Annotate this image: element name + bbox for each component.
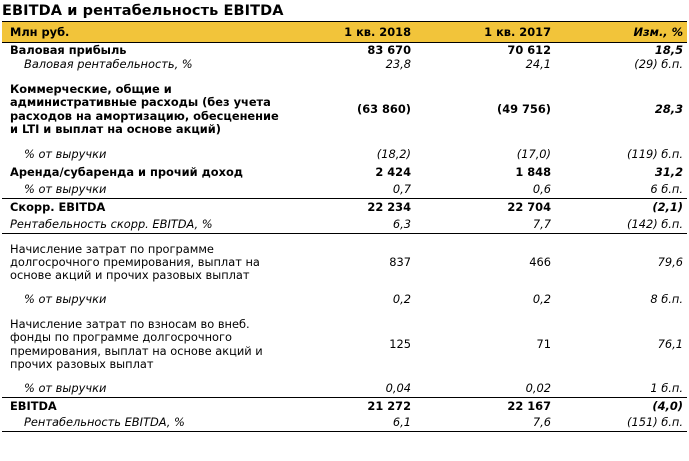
cell-q1-2018: (63 860)	[356, 101, 411, 116]
table-row	[2, 199, 687, 217]
cell-change: 31,2	[654, 164, 683, 179]
cell-change: 28,3	[654, 101, 683, 116]
cell-q1-2018: 0,7	[392, 182, 411, 197]
cell-q1-2017: 466	[415, 234, 555, 292]
header-q1-2017: 1 кв. 2017	[415, 22, 555, 43]
cell-change: (29) б.п.	[634, 57, 683, 72]
row-label: EBITDA	[2, 398, 292, 415]
row-label: Рентабельность скорр. EBITDA, %	[10, 217, 213, 232]
header-label: Млн руб.	[2, 22, 292, 43]
cell-q1-2017: 22 704	[415, 199, 555, 217]
table-row	[2, 43, 687, 58]
cell-q1-2018: 21 272	[292, 398, 415, 415]
cell-q1-2017: 7,6	[415, 415, 555, 432]
table-row	[2, 147, 687, 164]
row-label: % от выручки	[24, 292, 107, 307]
cell-q1-2017: (17,0)	[516, 147, 551, 162]
table-row	[2, 217, 687, 234]
row-label: Коммерческие, общие и административные расходы (без учета расходов на амортизацию, обесценение и LTI и выплат на основе акций)	[10, 81, 279, 136]
cell-change: (142) б.п.	[627, 217, 683, 232]
cell-q1-2017: 24,1	[525, 57, 551, 72]
cell-q1-2017: 1 848	[515, 164, 551, 179]
cell-change: 8 б.п.	[650, 292, 683, 307]
row-label: % от выручки	[24, 147, 107, 162]
row-label: % от выручки	[24, 182, 107, 197]
cell-change: 79,6	[555, 234, 687, 292]
cell-q1-2018: 0,04	[385, 381, 411, 396]
ebitda-table	[2, 21, 687, 432]
cell-q1-2018: 22 234	[292, 199, 415, 217]
cell-change: 76,1	[657, 336, 683, 351]
table-row	[2, 58, 687, 73]
cell-q1-2017: 7,7	[532, 217, 551, 232]
cell-q1-2017: 70 612	[507, 42, 551, 57]
row-label: Скорр. EBITDA	[2, 199, 292, 217]
cell-q1-2018: (18,2)	[376, 147, 411, 162]
cell-q1-2017: 0,6	[532, 182, 551, 197]
cell-change: 18,5	[654, 42, 683, 57]
table-row	[2, 164, 687, 182]
cell-q1-2017: 22 167	[415, 398, 555, 415]
cell-change: (4,0)	[555, 398, 687, 415]
cell-q1-2017: (49 756)	[496, 101, 551, 116]
row-label: % от выручки	[24, 381, 107, 396]
table-row	[2, 398, 687, 415]
cell-q1-2017: 0,02	[525, 381, 551, 396]
table-row	[2, 73, 687, 147]
cell-change: 1 б.п.	[650, 381, 683, 396]
table-row	[2, 292, 687, 309]
cell-q1-2017: 71	[536, 336, 551, 351]
header-q1-2018: 1 кв. 2018	[292, 22, 415, 43]
table-row	[2, 309, 687, 381]
cell-q1-2018: 0,2	[392, 292, 411, 307]
table-title: EBITDA и рентабельность EBITDA	[2, 3, 284, 19]
row-label: Начисление затрат по программе долгосрочного премирования, выплат на основе акций и прочих разовых выплат	[2, 234, 292, 292]
cell-q1-2018: 2 424	[375, 164, 411, 179]
cell-change: (2,1)	[555, 199, 687, 217]
table-row	[2, 182, 687, 199]
row-label: Валовая прибыль	[10, 42, 127, 57]
header-row	[2, 22, 687, 43]
row-label: Рентабельность EBITDA, %	[2, 415, 292, 432]
cell-q1-2017: 0,2	[532, 292, 551, 307]
row-label: Валовая рентабельность, %	[24, 57, 193, 72]
cell-q1-2018: 6,1	[292, 415, 415, 432]
cell-q1-2018: 837	[292, 234, 415, 292]
row-label: Начисление затрат по взносам во внеб. фонды по программе долгосрочного премирования, выплат на основе акций и прочих разовых выплат	[10, 316, 263, 371]
cell-change: (119) б.п.	[627, 147, 683, 162]
cell-q1-2018: 23,8	[385, 57, 411, 72]
cell-q1-2018: 83 670	[367, 42, 411, 57]
header-change: Изм., %	[555, 22, 687, 43]
table-row	[2, 234, 687, 292]
cell-q1-2018: 125	[389, 336, 411, 351]
cell-q1-2018: 6,3	[392, 217, 411, 232]
cell-change: 6 б.п.	[650, 182, 683, 197]
row-label: Аренда/субаренда и прочий доход	[10, 164, 243, 179]
table-row	[2, 415, 687, 432]
cell-change: (151) б.п.	[555, 415, 687, 432]
table-row	[2, 381, 687, 398]
